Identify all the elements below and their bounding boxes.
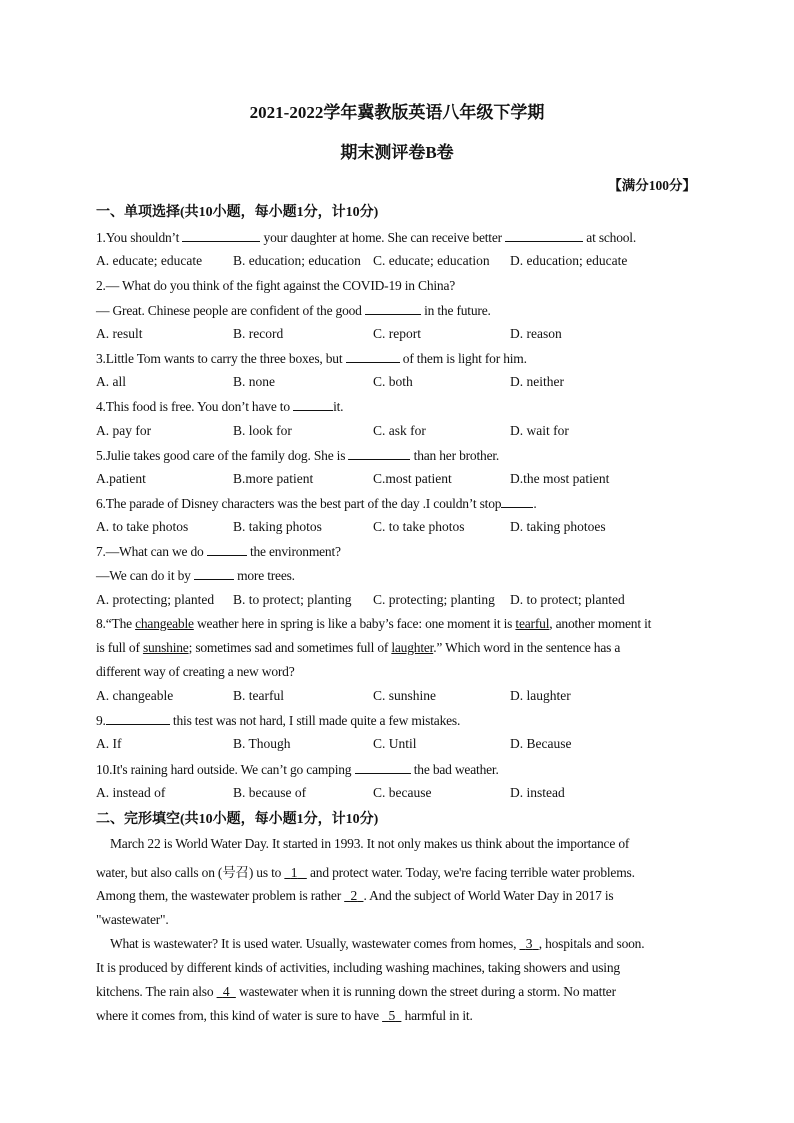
answer-blank — [182, 229, 260, 242]
q2-line1: 2.— What do you think of the fight against the COVID-19 in China? — [96, 278, 456, 293]
q3-option-d: D. neither — [510, 374, 564, 389]
q8-option-c: C. sunshine — [373, 688, 437, 703]
question-9 — [96, 712, 460, 729]
cloze-number: 4 — [222, 984, 230, 999]
q8-word-sunshine: sunshine — [142, 640, 189, 655]
q6-option-c: C. to take photos — [373, 519, 465, 534]
q8-word-tearful: tearful — [515, 616, 550, 631]
question-1 — [96, 229, 636, 246]
q3-option-b: B. none — [233, 374, 275, 389]
q7-option-a: A. protecting; planted — [96, 592, 215, 607]
q7-text-b: the environment? — [249, 544, 341, 559]
question-10 — [96, 761, 499, 778]
cloze-blank-1 — [284, 865, 306, 880]
q8-line3: different way of creating a new word? — [96, 664, 295, 679]
answer-blank — [348, 447, 410, 460]
q4-text-a: 4.This food is free. You don’t have to — [96, 399, 290, 414]
passage-p1-line2 — [96, 861, 635, 881]
q2-text-b: in the future. — [424, 303, 491, 318]
cloze-number: 1 — [290, 865, 298, 880]
question-5 — [96, 447, 499, 464]
question-4 — [96, 398, 343, 415]
passage-text: and protect water. Today, we're facing terrible water problems. — [310, 865, 635, 880]
passage-text: What is wastewater? It is used water. Usually, wastewater comes from homes, — [110, 936, 517, 951]
passage-p1-line1: March 22 is World Water Day. It started in 1993. It not only makes us think about the importance of — [110, 836, 630, 851]
q7-option-c: C. protecting; planting — [373, 592, 495, 607]
passage-p1-line4: "wastewater". — [96, 912, 169, 927]
q8-word-laughter: laughter — [391, 640, 434, 655]
answer-blank — [505, 229, 583, 242]
q10-text-a: 10.It's raining hard outside. We can’t go camping — [96, 762, 352, 777]
section2-heading: 二、完形填空(共10小题，每小题1分，计10分) — [96, 812, 379, 827]
passage-p1-line3 — [96, 888, 613, 904]
passage-p2-line1 — [110, 936, 644, 952]
q8-text: 8.“The — [96, 616, 136, 631]
q4-option-b: B. look for — [233, 423, 292, 438]
answer-blank — [194, 567, 234, 580]
q10-option-c: C. because — [373, 785, 432, 800]
q7-option-b: B. to protect; planting — [233, 592, 352, 607]
cloze-blank-5 — [382, 1008, 401, 1023]
q3-text-a: 3.Little Tom wants to carry the three boxes, but — [96, 351, 343, 366]
q1-text-c: at school. — [586, 230, 637, 245]
q8-text: ; sometimes sad and sometimes full of — [188, 640, 392, 655]
passage-text: wastewater when it is running down the street during a storm. No matter — [239, 984, 616, 999]
q7-option-d: D. to protect; planted — [510, 592, 625, 607]
q1-text-a: 1.You shouldn’t — [96, 230, 180, 245]
q5-option-b: B.more patient — [233, 471, 314, 486]
passage-text: kitchens. The rain also — [96, 984, 214, 999]
q7-line1 — [96, 543, 341, 560]
q8-option-a: A. changeable — [96, 688, 174, 703]
q1-option-a: A. educate; educate — [96, 253, 203, 268]
q2-text-a: — Great. Chinese people are confident of the good — [96, 303, 362, 318]
question-6 — [96, 495, 537, 512]
answer-blank — [346, 350, 400, 363]
q5-text-b: than her brother. — [413, 448, 500, 463]
q5-option-a: A.patient — [96, 471, 146, 486]
q2-option-c: C. report — [373, 326, 421, 341]
answer-blank — [106, 712, 170, 725]
passage-text: water, but also calls on (号召) us to — [96, 865, 282, 880]
q4-option-c: C. ask for — [373, 423, 426, 438]
q3-text-b: of them is light for him. — [402, 351, 527, 366]
full-score-label: 【满分100分】 — [608, 178, 696, 193]
answer-blank — [207, 543, 247, 556]
q8-text: is full of — [96, 640, 143, 655]
q4-text-b: it. — [333, 399, 344, 414]
question-3 — [96, 350, 527, 367]
q1-option-d: D. education; educate — [510, 253, 628, 268]
answer-blank — [293, 398, 333, 411]
q4-option-a: A. pay for — [96, 423, 152, 438]
q10-text-b: the bad weather. — [413, 762, 499, 777]
passage-text: where it comes from, this kind of water is sure to have — [96, 1008, 379, 1023]
cloze-number: 3 — [525, 936, 533, 951]
q5-text-a: 5.Julie takes good care of the family dog. She is — [96, 448, 346, 463]
q8-word-changeable: changeable — [135, 616, 194, 631]
q2-line2 — [96, 302, 491, 319]
q1-option-b: B. education; education — [233, 253, 361, 268]
q9-option-b: B. Though — [233, 736, 291, 751]
cloze-blank-3 — [519, 936, 538, 951]
q8-text: , another moment it — [549, 616, 652, 631]
passage-text: . And the subject of World Water Day in 2017 is — [363, 888, 614, 903]
q8-text: weather here in spring is like a baby’s face: one moment it is — [193, 616, 516, 631]
passage-text: harmful in it. — [404, 1008, 473, 1023]
q9-text-b: this test was not hard, I still made quite a few mistakes. — [172, 713, 461, 728]
cloze-number: 5 — [388, 1008, 396, 1023]
q6-option-d: D. taking photoes — [510, 519, 606, 534]
q2-option-d: D. reason — [510, 326, 562, 341]
q7-text-c: —We can do it by — [96, 568, 191, 583]
passage-p2-line4 — [96, 1008, 473, 1024]
q7-text-a: 7.—What can we do — [96, 544, 204, 559]
passage-text: , hospitals and soon. — [538, 936, 645, 951]
q5-option-c: C.most patient — [373, 471, 452, 486]
q8-option-b: B. tearful — [233, 688, 284, 703]
q9-option-c: C. Until — [373, 736, 417, 751]
answer-blank — [365, 302, 421, 315]
q9-text-a: 9. — [96, 713, 106, 728]
answer-blank — [501, 495, 533, 508]
q3-option-a: A. all — [96, 374, 126, 389]
q8-text: .” Which word in the sentence has a — [433, 640, 621, 655]
cloze-blank-2 — [344, 888, 363, 903]
passage-text: Among them, the wastewater problem is rather — [96, 888, 341, 903]
passage-p2-line2: It is produced by different kinds of activities, including washing machines, taking showers and using — [96, 960, 620, 975]
passage-p2-line3 — [96, 984, 616, 1000]
q1-text-b: your daughter at home. She can receive better — [263, 230, 502, 245]
q6-text-b: . — [533, 496, 537, 511]
q7-text-d: more trees. — [237, 568, 295, 583]
q8-line1 — [96, 616, 651, 632]
exam-subtitle: 期末测评卷B卷 — [340, 143, 454, 162]
q2-option-a: A. result — [96, 326, 143, 341]
q6-option-a: A. to take photos — [96, 519, 189, 534]
q6-text-a: 6.The parade of Disney characters was the best part of the day .I couldn’t stop — [96, 496, 502, 511]
cloze-blank-4 — [217, 984, 236, 999]
q8-line2 — [96, 640, 620, 656]
q5-option-d: D.the most patient — [510, 471, 610, 486]
q10-option-d: D. instead — [510, 785, 565, 800]
q9-option-a: A. If — [96, 736, 122, 751]
q2-option-b: B. record — [233, 326, 284, 341]
q1-option-c: C. educate; education — [373, 253, 490, 268]
q4-option-d: D. wait for — [510, 423, 569, 438]
q9-option-d: D. Because — [510, 736, 572, 751]
exam-title: 2021-2022学年冀教版英语八年级下学期 — [249, 103, 545, 122]
q7-line2 — [96, 567, 295, 584]
answer-blank — [355, 761, 411, 774]
q6-option-b: B. taking photos — [233, 519, 322, 534]
q10-option-a: A. instead of — [96, 785, 166, 800]
q8-option-d: D. laughter — [510, 688, 571, 703]
cloze-number: 2 — [350, 888, 358, 903]
section1-heading: 一、单项选择(共10小题，每小题1分，计10分) — [96, 205, 379, 220]
q3-option-c: C. both — [373, 374, 413, 389]
q10-option-b: B. because of — [233, 785, 307, 800]
